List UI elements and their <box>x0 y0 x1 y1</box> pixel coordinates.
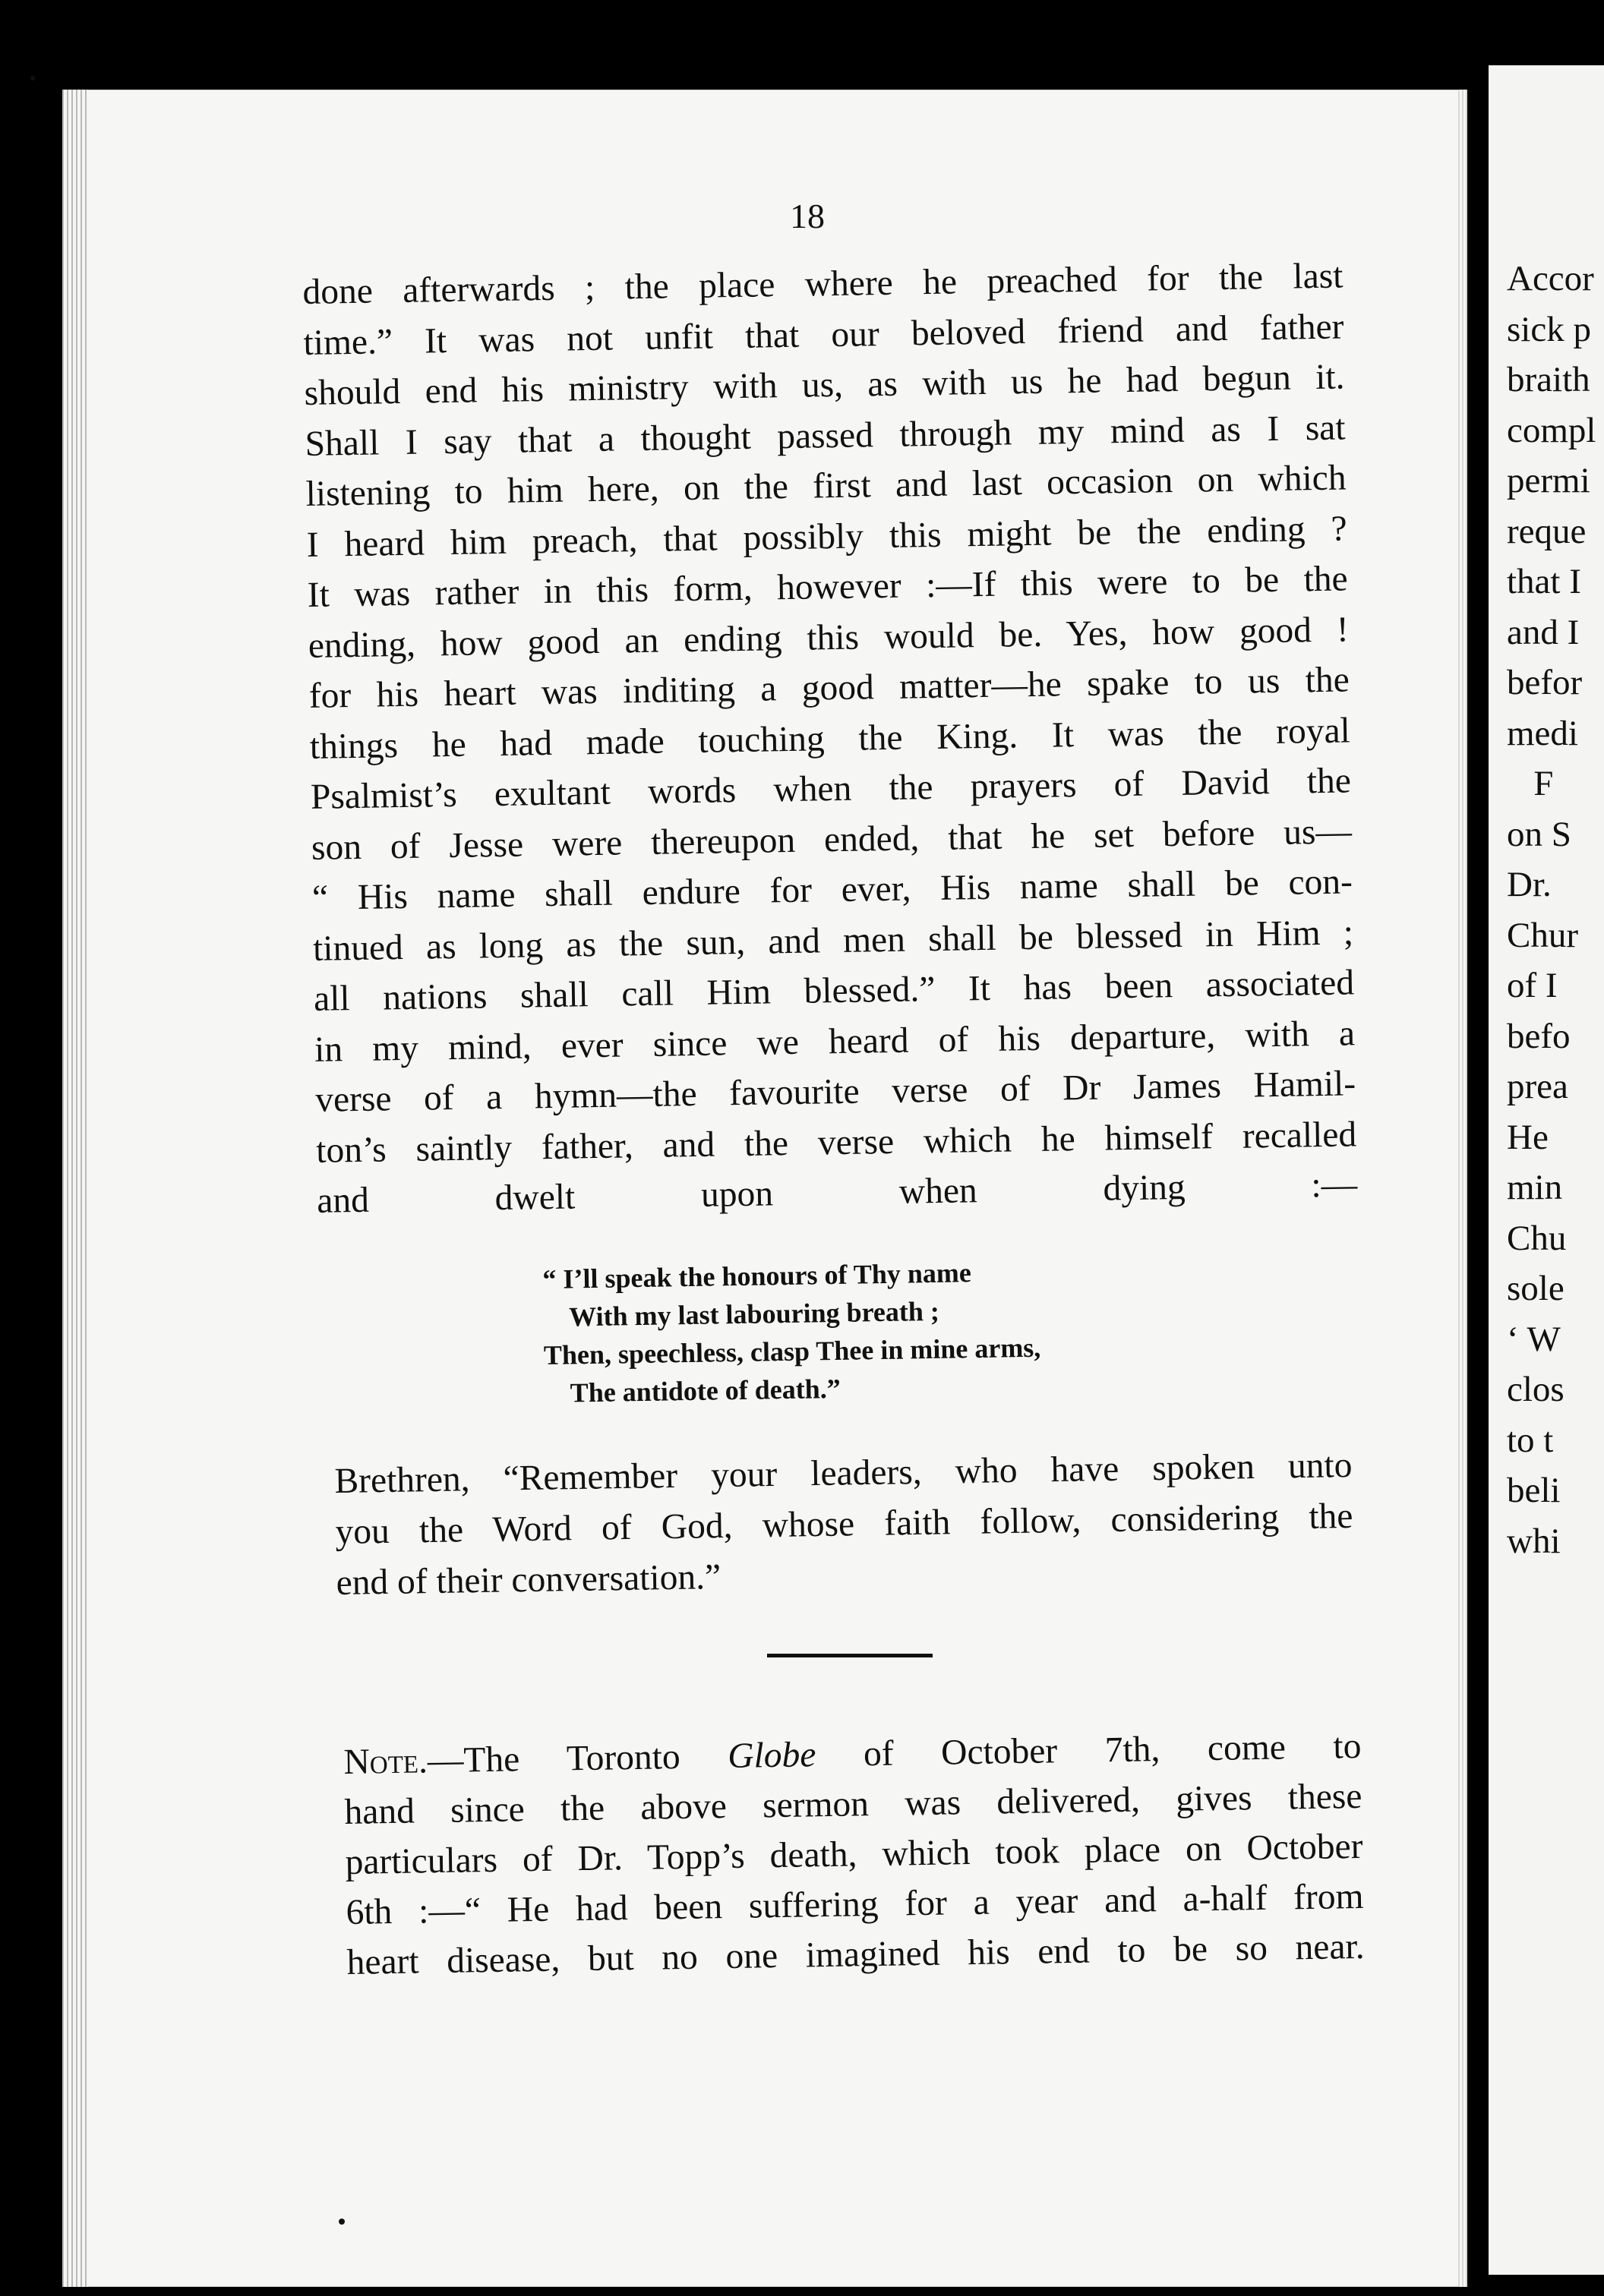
text-line: son of Jesse were thereupon ended, that he set before us— <box>311 811 1353 868</box>
facing-page-fragment: F <box>1507 764 1554 803</box>
text-line: ton’s saintly father, and the verse which he himself recalled <box>315 1114 1357 1171</box>
text-line: ending, how good an ending this would be. Yes, how good ! <box>308 609 1350 666</box>
text-line: listening to him here, on the first and last occasion on which <box>305 458 1347 514</box>
facing-page-fragment: ‘ W <box>1507 1319 1561 1359</box>
text-line: and dwelt upon when dying :— <box>316 1165 1358 1221</box>
note-label: Note. <box>343 1741 428 1782</box>
newspaper-title: Globe <box>727 1735 816 1777</box>
text-line: all nations shall call Him blessed.” It has been associated <box>313 963 1355 1019</box>
note-line: 6th :—“ He had been suffering for a year and a-half from <box>346 1876 1364 1932</box>
text-line: Brethren, “Remember your leaders, who have spoken unto <box>334 1445 1353 1501</box>
facing-page-fragment: to t <box>1507 1420 1554 1460</box>
hymn-verse <box>542 1253 1041 1412</box>
note-paragraph <box>343 1721 1365 1988</box>
facing-page-fragment: whi <box>1507 1521 1561 1561</box>
facing-page-fragment: sick p <box>1507 309 1591 349</box>
facing-page-fragment: compl <box>1507 410 1596 450</box>
facing-page-fragment: befor <box>1507 663 1583 702</box>
page-number: 18 <box>790 197 825 235</box>
note-line: hand since the above sermon was delivered, gives these <box>344 1776 1362 1832</box>
facing-page-fragment: Chur <box>1507 915 1578 955</box>
page-edge-stack <box>62 90 88 2287</box>
facing-page-fragment: reque <box>1507 511 1587 551</box>
text-line: in my mind, ever since we heard of his departure, with a <box>314 1013 1356 1070</box>
print-speck <box>339 2219 345 2225</box>
text-line: things he had made touching the King. It was the royal <box>309 710 1351 767</box>
facing-page-fragment: on S <box>1507 814 1571 854</box>
text-line: verse of a hymn—the favourite verse of Dr James Hamil- <box>314 1064 1356 1120</box>
text-line: I heard him preach, that possibly this might be the ending ? <box>306 508 1347 565</box>
text-line: It was rather in this form, however :—If this were to be the <box>307 559 1349 615</box>
text-line: Psalmist’s exultant words when the prayers of David the <box>310 761 1352 817</box>
text-line: “ His name shall endure for ever, His name shall be con- <box>311 862 1353 918</box>
text-line: time.” It was not unfit that our beloved friend and father <box>303 306 1344 363</box>
facing-page-fragment: braith <box>1507 360 1590 399</box>
print-speck <box>30 76 35 80</box>
facing-page-fragment: of I <box>1507 966 1558 1005</box>
facing-page-fragment: prea <box>1507 1067 1568 1106</box>
note-line: heart disease, but no one imagined his end to be so near. <box>346 1926 1365 1982</box>
facing-page-fragment: Dr. <box>1507 865 1552 904</box>
text-line: should end his ministry with us, as with us he had begun it. <box>304 357 1345 413</box>
facing-page-fragment: clos <box>1507 1370 1565 1409</box>
facing-page-text <box>1507 254 1596 1566</box>
facing-page-fragment: He <box>1507 1117 1549 1157</box>
text-line: for his heart was inditing a good matter—he spake to us the <box>308 660 1350 716</box>
text-line: you the Word of God, whose faith follow, considering the <box>335 1496 1353 1552</box>
facing-page-fragment: and I <box>1507 612 1580 652</box>
note-line: Note.—The Toronto Globe of October 7th, come to <box>343 1726 1362 1782</box>
facing-page-fragment: befo <box>1507 1016 1571 1056</box>
closing-paragraph <box>334 1440 1354 1609</box>
text-line: Shall I say that a thought passed through my mind as I sat <box>305 407 1346 464</box>
page-right-edge <box>1458 90 1467 2287</box>
text-line: end of their conversation.” <box>336 1557 721 1603</box>
verse-line: With my last labouring breath ; <box>568 1295 940 1332</box>
note-line: particulars of Dr. Topp’s death, which took place on October <box>345 1826 1363 1882</box>
section-divider <box>767 1654 933 1657</box>
facing-page-fragment: permi <box>1507 461 1590 500</box>
verse-line: “ I’ll speak the honours of Thy name <box>542 1257 972 1295</box>
sermon-body-text <box>302 251 1358 1226</box>
facing-page-fragment: Chu <box>1507 1218 1567 1258</box>
facing-page-fragment: Accor <box>1507 259 1594 298</box>
facing-page-fragment: min <box>1507 1168 1563 1207</box>
text-line: done afterwards ; the place where he preached for the last <box>302 256 1344 312</box>
facing-page-fragment: medi <box>1507 713 1578 753</box>
facing-page-fragment: beli <box>1507 1471 1561 1510</box>
verse-line: Then, speechless, clasp Thee in mine arms, <box>543 1332 1041 1370</box>
facing-page-fragment: that I <box>1507 562 1581 601</box>
facing-page-fragment: sole <box>1507 1269 1565 1308</box>
text-line: tinued as long as the sun, and men shall be blessed in Him ; <box>312 912 1354 969</box>
verse-line: The antidote of death.” <box>570 1373 841 1408</box>
